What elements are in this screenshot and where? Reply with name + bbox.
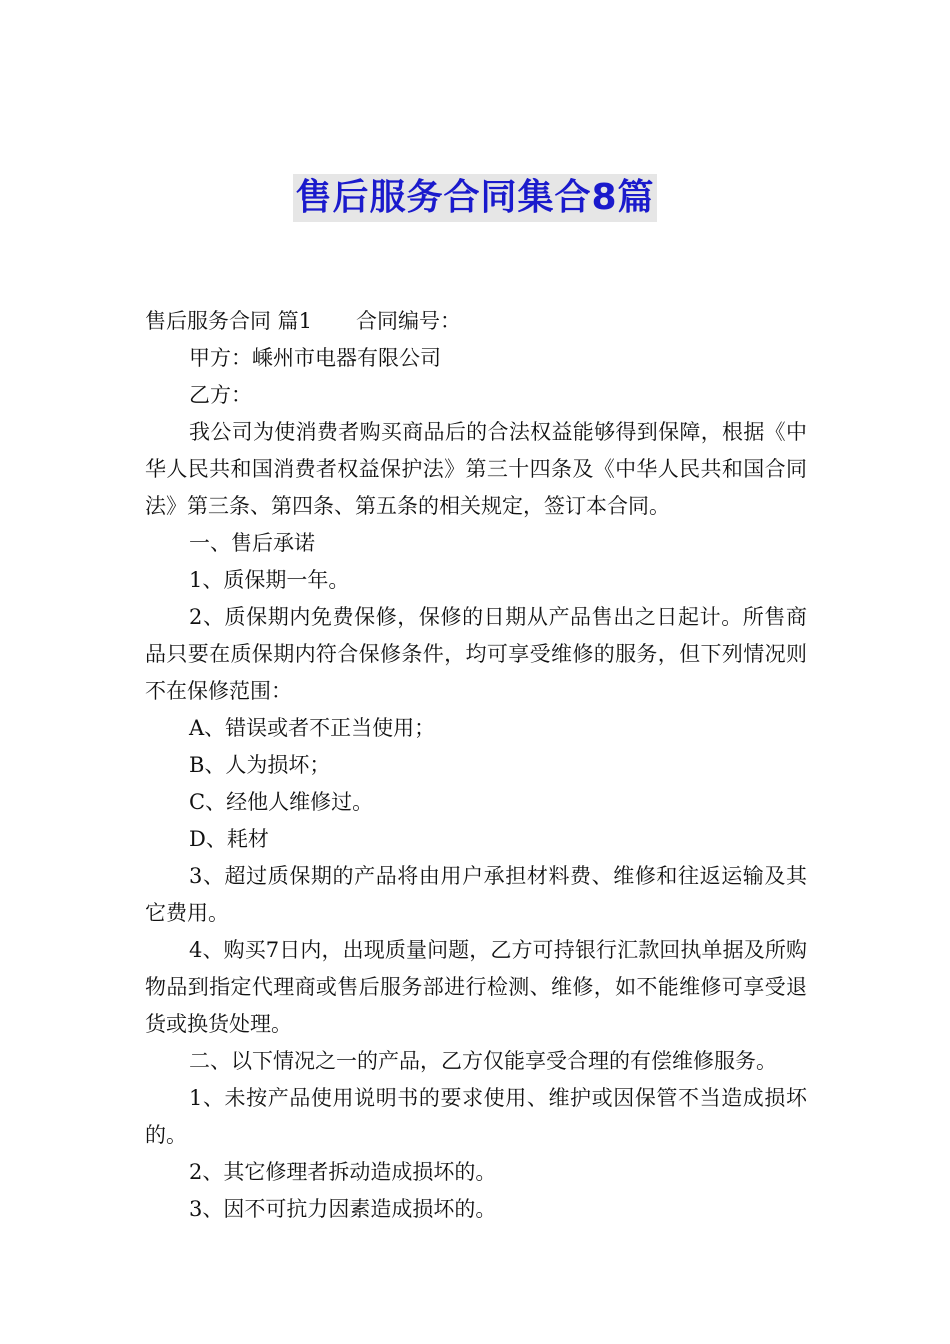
paragraph-item-d: D、耗材	[189, 827, 269, 851]
paragraph-item-4: 4、购买7日内，出现质量问题，乙方可持银行汇款回执单据及所购物品到指定代理商或售后服务部进行检测、维修，如不能维修可享受退货或换货处理。	[145, 938, 807, 1036]
paragraph-item-a: A、错误或者不正当使用；	[189, 716, 436, 740]
document-title: 售后服务合同集合8篇	[293, 174, 656, 222]
paragraph-party-b: 乙方：	[189, 383, 252, 407]
paragraph-section-2: 二、以下情况之一的产品，乙方仅能享受合理的有偿维修服务。	[189, 1049, 777, 1073]
paragraph-section-2-item-2: 2、其它修理者拆动造成损坏的。	[189, 1160, 497, 1184]
paragraph-item-b: B、人为损坏；	[189, 753, 331, 777]
paragraph-item-3: 3、超过质保期的产品将由用户承担材料费、维修和往返运输及其它费用。	[145, 864, 807, 925]
section-heading	[145, 303, 807, 340]
paragraph-section-1: 一、售后承诺	[189, 531, 315, 555]
contract-number-label: 合同编号：	[356, 309, 462, 333]
title-container	[0, 174, 950, 222]
paragraph-item-1: 1、质保期一年。	[189, 568, 350, 592]
paragraph-section-2-item-3: 3、因不可抗力因素造成损坏的。	[189, 1197, 497, 1221]
paragraph-item-c: C、经他人维修过。	[189, 790, 374, 814]
paragraph-party-a: 甲方：嵊州市电器有限公司	[189, 346, 441, 370]
document-body	[145, 303, 807, 1228]
paragraph-intro: 我公司为使消费者购买商品后的合法权益能够得到保障，根据《中华人民共和国消费者权益保护法》第三十四条及《中华人民共和国合同法》第三条、第四条、第五条的相关规定，签订本合同。	[145, 420, 807, 518]
paragraph-item-2: 2、质保期内免费保修，保修的日期从产品售出之日起计。所售商品只要在质保期内符合保修条件，均可享受维修的服务，但下列情况则不在保修范围：	[145, 605, 807, 703]
paragraph-section-2-item-1: 1、未按产品使用说明书的要求使用、维护或因保管不当造成损坏的。	[145, 1086, 807, 1147]
section-part-label: 售后服务合同 篇1	[145, 309, 313, 333]
